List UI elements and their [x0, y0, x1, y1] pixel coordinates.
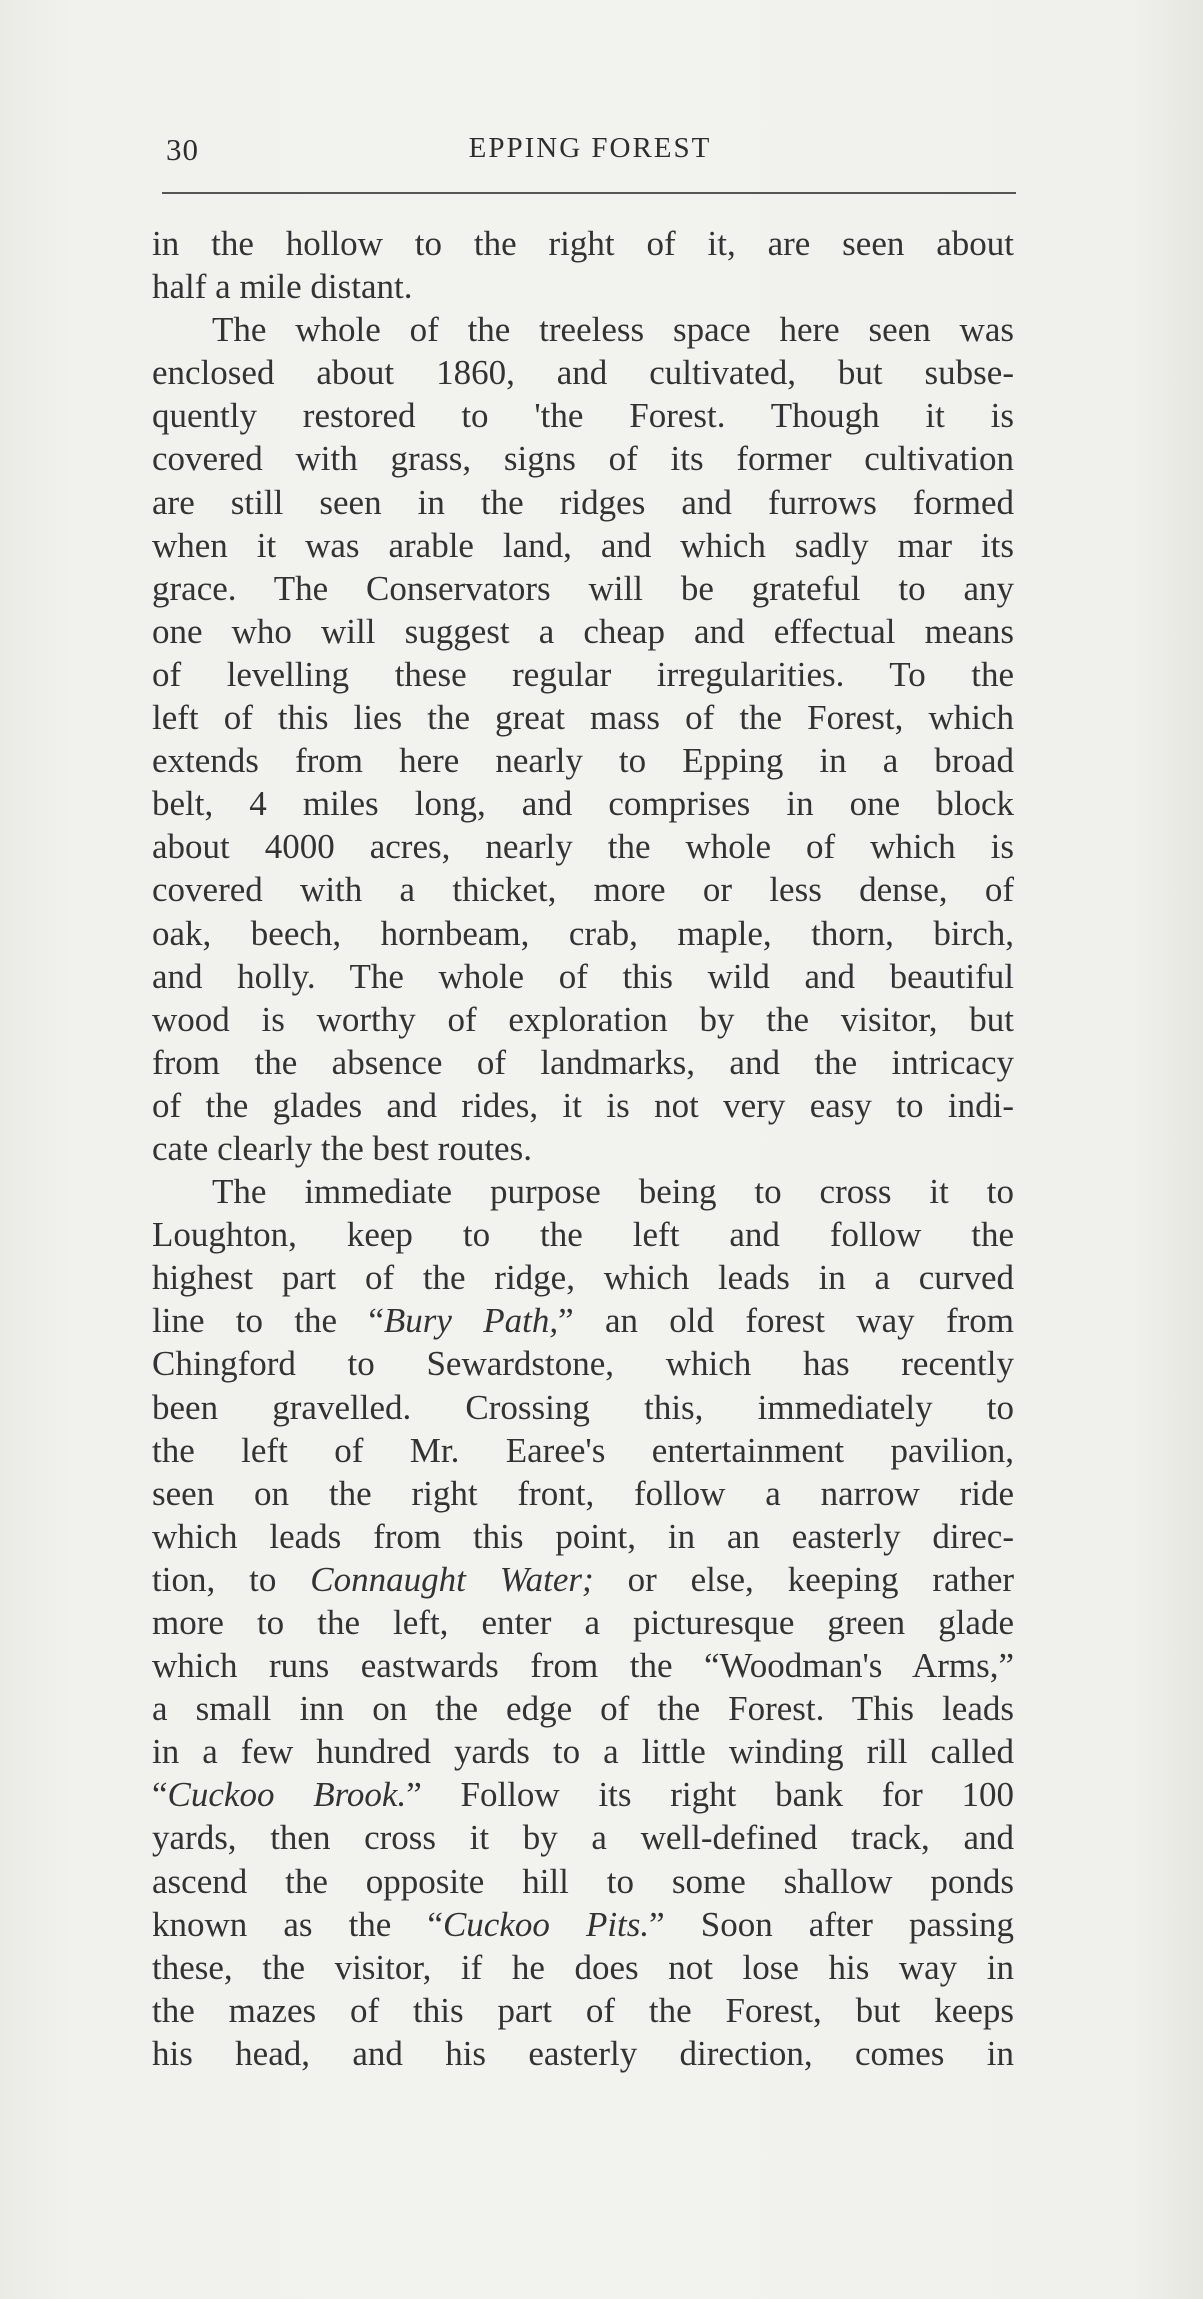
header-rule [162, 192, 1016, 194]
text-line: belt, 4 miles long, and comprises in one block [152, 784, 1014, 824]
text-line: his head, and his easterly direction, comes in [152, 2033, 1014, 2073]
italic-title: Cuckoo Brook. [167, 1775, 407, 1815]
text-line: covered with a thicket, more or less dense, of [152, 870, 1014, 910]
body-text [152, 222, 1014, 2075]
text-line: of levelling these regular irregularities. To the [152, 654, 1014, 694]
text-line: been gravelled. Crossing this, immediately to [152, 1387, 1014, 1427]
text-line: seen on the right front, follow a narrow ride [152, 1473, 1014, 1513]
text-line: one who will suggest a cheap and effectual means [152, 611, 1014, 651]
text-line: which leads from this point, in an easterly direc- [152, 1516, 1014, 1556]
text-line: The whole of the treeless space here seen was [212, 310, 1014, 350]
text-line: line to the “Bury Path,” an old forest way from [152, 1301, 1014, 1341]
text-line: which runs eastwards from the “Woodman's Arms,” [152, 1646, 1014, 1686]
text-line: of the glades and rides, it is not very easy to indi- [152, 1085, 1014, 1125]
page-number: 30 [166, 132, 199, 167]
text-line: yards, then cross it by a well-defined track, and [152, 1818, 1014, 1858]
text-line: half a mile distant. [152, 267, 413, 307]
text-line: more to the left, enter a picturesque green glade [152, 1603, 1014, 1642]
page-header [162, 124, 1018, 174]
text-line: these, the visitor, if he does not lose his way in [152, 1947, 1014, 1987]
text-line: ascend the opposite hill to some shallow ponds [152, 1861, 1014, 1901]
text-line: quently restored to 'the Forest. Though it is [152, 396, 1014, 436]
text-line: Loughton, keep to the left and follow the [152, 1215, 1014, 1255]
italic-title: Bury Path, [383, 1301, 559, 1341]
text-line: covered with grass, signs of its former cultivation [152, 439, 1014, 479]
text-line: about 4000 acres, nearly the whole of which is [152, 827, 1014, 867]
text-line: and holly. The whole of this wild and beautiful [152, 956, 1014, 996]
text-line: oak, beech, hornbeam, crab, maple, thorn, birch, [152, 913, 1014, 953]
italic-title: Connaught Water; [310, 1559, 594, 1599]
text-line: enclosed about 1860, and cultivated, but subse- [152, 353, 1014, 393]
text-line: in the hollow to the right of it, are seen about [152, 224, 1014, 263]
text-line: extends from here nearly to Epping in a broad [152, 741, 1014, 781]
text-line: a small inn on the edge of the Forest. This leads [152, 1689, 1014, 1729]
text-line: when it was arable land, and which sadly mar its [152, 525, 1014, 565]
italic-title: Cuckoo Pits. [442, 1904, 650, 1944]
text-line: wood is worthy of exploration by the visitor, but [152, 999, 1014, 1039]
running-head: EPPING FOREST [468, 132, 712, 164]
text-line: the mazes of this part of the Forest, but keeps [152, 1990, 1014, 2030]
text-line: The immediate purpose being to cross it to [212, 1172, 1014, 1212]
text-line: cate clearly the best routes. [152, 1128, 532, 1168]
text-line: Chingford to Sewardstone, which has recently [152, 1344, 1014, 1384]
text-line: are still seen in the ridges and furrows formed [152, 482, 1014, 522]
text-line: from the absence of landmarks, and the intricacy [152, 1042, 1014, 1082]
text-line: highest part of the ridge, which leads in a curved [152, 1258, 1014, 1298]
text-line: in a few hundred yards to a little winding rill called [152, 1732, 1014, 1772]
text-line: grace. The Conservators will be grateful to any [152, 568, 1014, 608]
text-line: tion, to Connaught Water; or else, keeping rather [152, 1559, 1014, 1599]
text-line: “Cuckoo Brook.” Follow its right bank for 100 [152, 1775, 1014, 1815]
text-line: left of this lies the great mass of the Forest, which [152, 698, 1014, 738]
text-line: known as the “Cuckoo Pits.” Soon after passing [152, 1904, 1014, 1944]
text-line: the left of Mr. Earee's entertainment pavilion, [152, 1430, 1014, 1470]
